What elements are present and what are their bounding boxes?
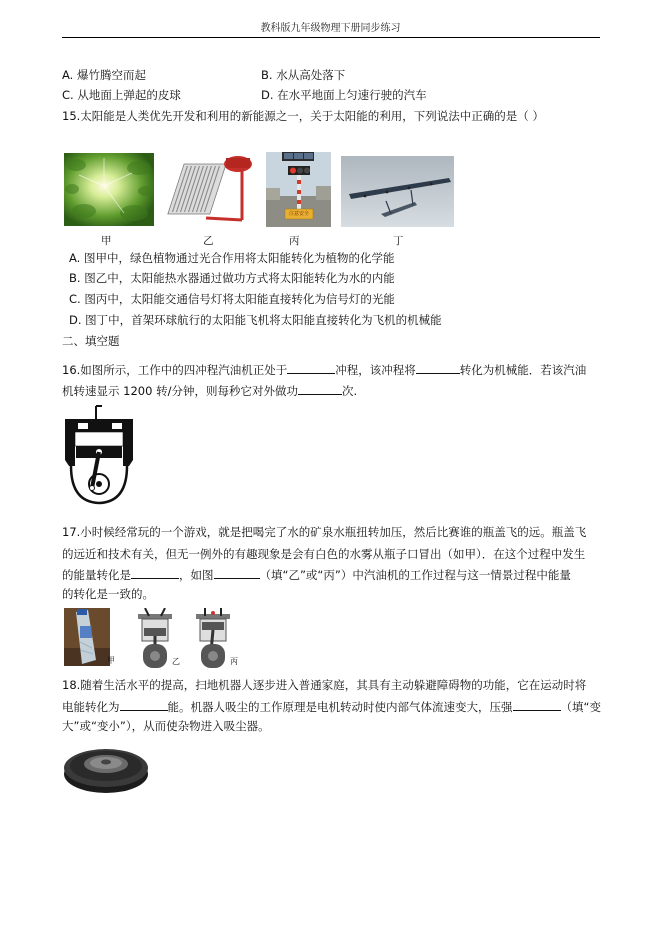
q17-blank-2: [214, 566, 260, 579]
q17-caption-jia: 甲: [107, 656, 115, 665]
q17-line-3: [62, 566, 571, 583]
q14-option-c: C. 从地面上弹起的皮球: [62, 88, 181, 102]
q14-option-b: B. 水从高处落下: [261, 68, 346, 82]
solar-traffic-light-photo: [266, 152, 331, 227]
q18-blank-1: [120, 698, 168, 711]
q15-stem: 15.太阳能是人类优先开发和利用的新能源之一，关于太阳能的利用，下列说法中正确的是（ ）: [62, 109, 544, 123]
q18-text-a: 电能转化为: [62, 700, 120, 714]
solar-water-heater-image: [166, 152, 253, 227]
q18-line-2: [62, 698, 601, 715]
q15-caption-bing: 丙: [289, 235, 300, 247]
q17-line-1: 17.小时候经常玩的一个游戏，就是把喝完了水的矿泉水瓶扭转加压，然后比赛谁的瓶盖飞的远。瓶盖飞: [62, 525, 587, 539]
q17-blank-1: [131, 566, 179, 579]
four-stroke-engine-diagram: [62, 404, 137, 506]
q18-blank-2: [513, 698, 561, 711]
q17-caption-yi: 乙: [172, 657, 180, 666]
q16-blank-2: [416, 361, 460, 374]
q17-text-a: 的能量转化是: [62, 568, 131, 582]
q15-caption-jia: 甲: [101, 235, 112, 247]
q16-text-a: 16.如图所示，工作中的四冲程汽油机正处于: [62, 363, 288, 377]
q18-line-1: 18.随着生活水平的提高，扫地机器人逐步进入普通家庭，其具有主动躲避障碍物的功能，它在运动时将: [62, 678, 587, 692]
q17-line-2: 的远近和技术有关，但无一例外的有趣现象是会有白色的水雾从瓶子口冒出（如甲）．在这个过程中发生: [62, 547, 586, 561]
water-bottle-photo: [64, 608, 110, 666]
q14-option-d: D. 在水平地面上匀速行驶的汽车: [261, 88, 427, 102]
page-header-title: 教科版九年级物理下册同步练习: [260, 23, 401, 34]
q16-blank-1: [287, 361, 335, 374]
green-leaves-photo: [64, 153, 154, 226]
header-rule: [62, 37, 600, 38]
solar-airplane-photo: [341, 156, 454, 227]
q16-blank-3: [298, 382, 342, 395]
q18-text-b: 能。机器人吸尘的工作原理是电机转动时使内部气体流速变大，压强: [167, 700, 513, 714]
q18-line-3: 大”或“变小”），从而使杂物进入吸尘器。: [62, 719, 270, 733]
engine-diagram-bing: [191, 608, 235, 670]
q17-text-b: ，如图: [179, 568, 214, 582]
q16-text-d: 机转速显示 1200 转/分钟，则每秒它对外做功: [62, 384, 298, 398]
q16-line-1: [62, 361, 586, 378]
q15-option-d: D. 图丁中，首架环球航行的太阳能飞机将太阳能直接转化为飞机的机械能: [69, 313, 442, 327]
robot-vacuum-photo: [62, 741, 150, 796]
q17-line-4: 的转化是一致的。: [62, 587, 154, 601]
q15-caption-ding: 丁: [393, 235, 404, 247]
q15-option-c: C. 图丙中，太阳能交通信号灯将太阳能直接转化为信号灯的光能: [69, 292, 395, 306]
q18-text-c: （填“变: [560, 700, 601, 714]
q16-line-2: [62, 382, 357, 399]
q17-caption-bing: 丙: [230, 657, 238, 666]
q15-option-b: B. 图乙中，太阳能热水器通过做功方式将太阳能转化为水的内能: [69, 271, 395, 285]
engine-diagram-yi: [133, 608, 177, 670]
q14-option-a: A. 爆竹腾空而起: [62, 68, 146, 82]
section-fill-in-title: 二、填空题: [62, 334, 120, 348]
q16-text-e: 次.: [341, 384, 358, 398]
q17-text-c: （填“乙”或“丙”）中汽油机的工作过程与这一情景过程中能量: [259, 568, 571, 582]
q16-text-b: 冲程，该冲程将: [335, 363, 416, 377]
safety-sign-text: 注意安全: [288, 211, 309, 217]
q15-caption-yi: 乙: [203, 235, 214, 247]
q16-text-c: 转化为机械能．若该汽油: [459, 363, 587, 377]
q15-option-a: A. 图甲中，绿色植物通过光合作用将太阳能转化为植物的化学能: [69, 251, 395, 265]
